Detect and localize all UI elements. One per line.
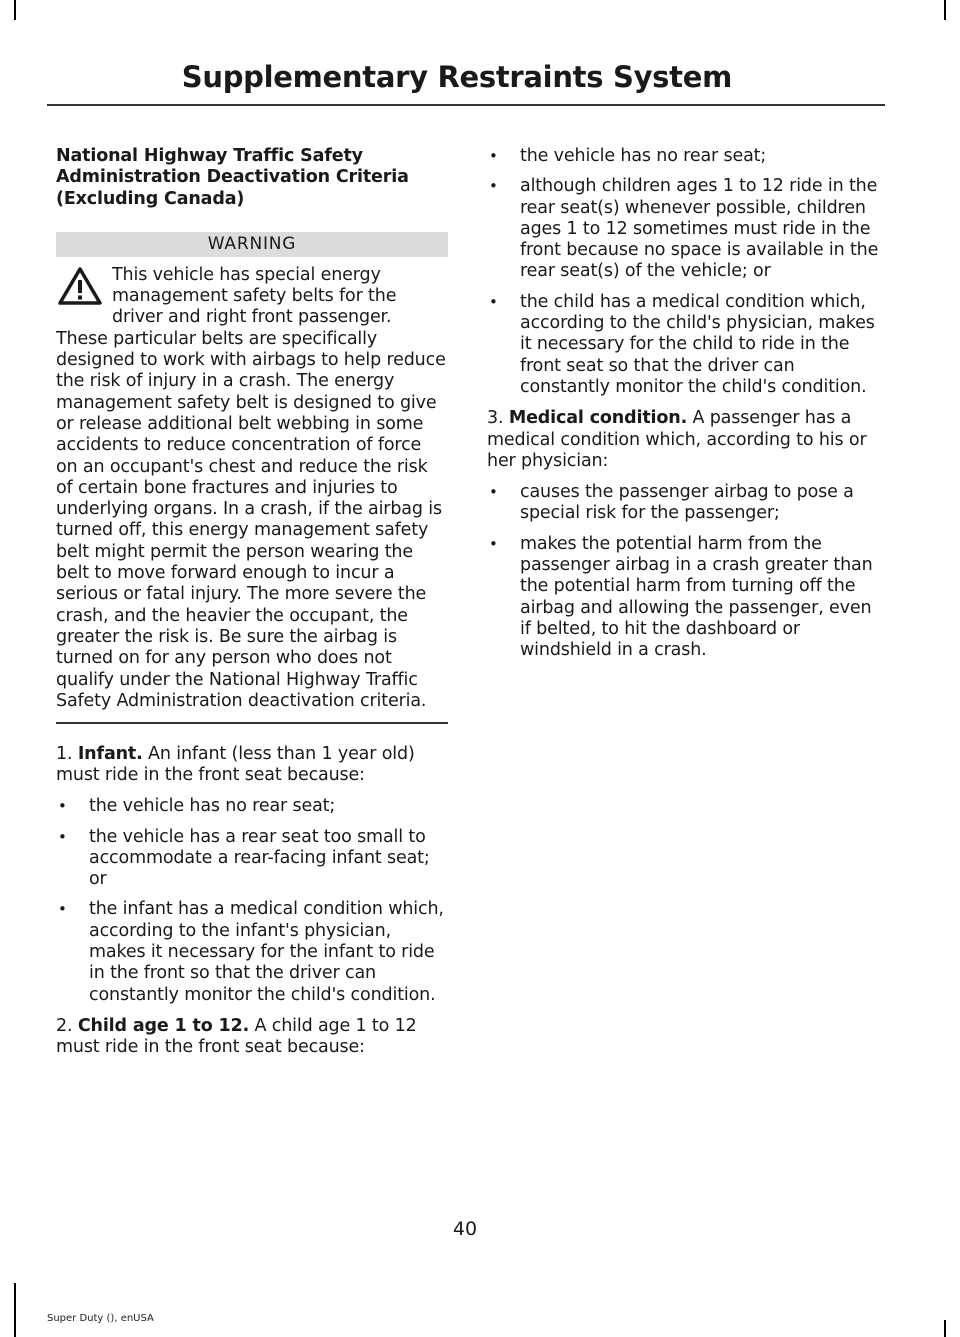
left-column [56,146,448,1068]
child-bullet-list [487,146,882,398]
footer-note: Super Duty (), enUSA [47,1313,154,1324]
medical-text: A passenger has a medical condition which, according to his or her physician: [487,408,867,471]
medical-paragraph [487,408,882,472]
child-paragraph [56,1016,448,1059]
list-item: • the vehicle has no rear seat; [56,796,448,817]
header-divider [47,104,885,106]
infant-number: 1. [56,743,78,764]
list-item: • the infant has a medical condition which, according to the infant's physician, makes it necessary for the infant to ride in the front so that the driver can constantly monitor the child's condition. [56,899,448,1005]
medical-number: 3. [487,408,509,429]
child-label: Child age 1 to 12. [77,1015,250,1036]
child-number: 2. [56,1015,78,1036]
warning-triangle-icon [56,265,104,309]
crop-mark-bottom-right [944,1320,946,1337]
infant-text: An infant (less than 1 year old) must ride in the front seat because: [56,743,415,785]
infant-bullet-list [56,796,448,1006]
medical-label: Medical condition. [508,408,688,429]
crop-mark-bottom-left [14,1283,16,1337]
list-item: • causes the passenger airbag to pose a special risk for the passenger; [487,482,882,525]
page-title: Supplementary Restraints System [181,60,732,94]
right-column [487,146,882,672]
infant-label: Infant. [77,743,143,764]
list-item: • the vehicle has no rear seat; [487,146,882,167]
crop-mark-top-left [14,0,16,20]
child-text: A child age 1 to 12 must ride in the front seat because: [56,1015,417,1058]
page-number: 40 [452,1218,478,1240]
section-heading: National Highway Traffic Safety Administration Deactivation Criteria (Excluding Canada) [56,146,409,209]
medical-bullet-list [487,482,882,661]
infant-paragraph [56,744,448,787]
crop-mark-top-right [944,0,946,20]
warning-title: WARNING [56,232,448,257]
warning-box [56,232,448,724]
list-item: • the vehicle has a rear seat too small to accommodate a rear-facing infant seat; or [56,827,448,891]
warning-text: This vehicle has special energy management safety belts for the driver and right front passenger. These particular belts are specifically designed to work with airbags to help reduce the risk of injury in a crash. The energy management safety belt is designed to give or release additional belt webbing in some accidents to reduce concentration of force on an occupant's chest and reduce the risk of certain bone fractures and injuries to underlying organs. In a crash, if the airbag is turned off, this energy management safety belt might permit the person wearing the belt to move forward enough to incur a serious or fatal injury. The more severe the crash, and the heavier the occupant, the greater the risk is. Be sure the airbag is turned on for any person who does not qualify under the National Highway Traffic Safety Administration deactivation criteria. [56,264,446,711]
list-item: • makes the potential harm from the passenger airbag in a crash greater than the potential harm from turning off the airbag and allowing the passenger, even if belted, to hit the dashboard or windshield in a crash. [487,534,882,662]
list-item: • the child has a medical condition which, according to the child's physician, makes it necessary for the child to ride in the front seat so that the driver can constantly monitor the child's condition. [487,292,882,398]
warning-divider [56,722,448,724]
list-item: • although children ages 1 to 12 ride in the rear seat(s) whenever possible, children ages 1 to 12 sometimes must ride in the front because no space is available in the rear seat(s) of the vehicle; or [487,176,882,282]
